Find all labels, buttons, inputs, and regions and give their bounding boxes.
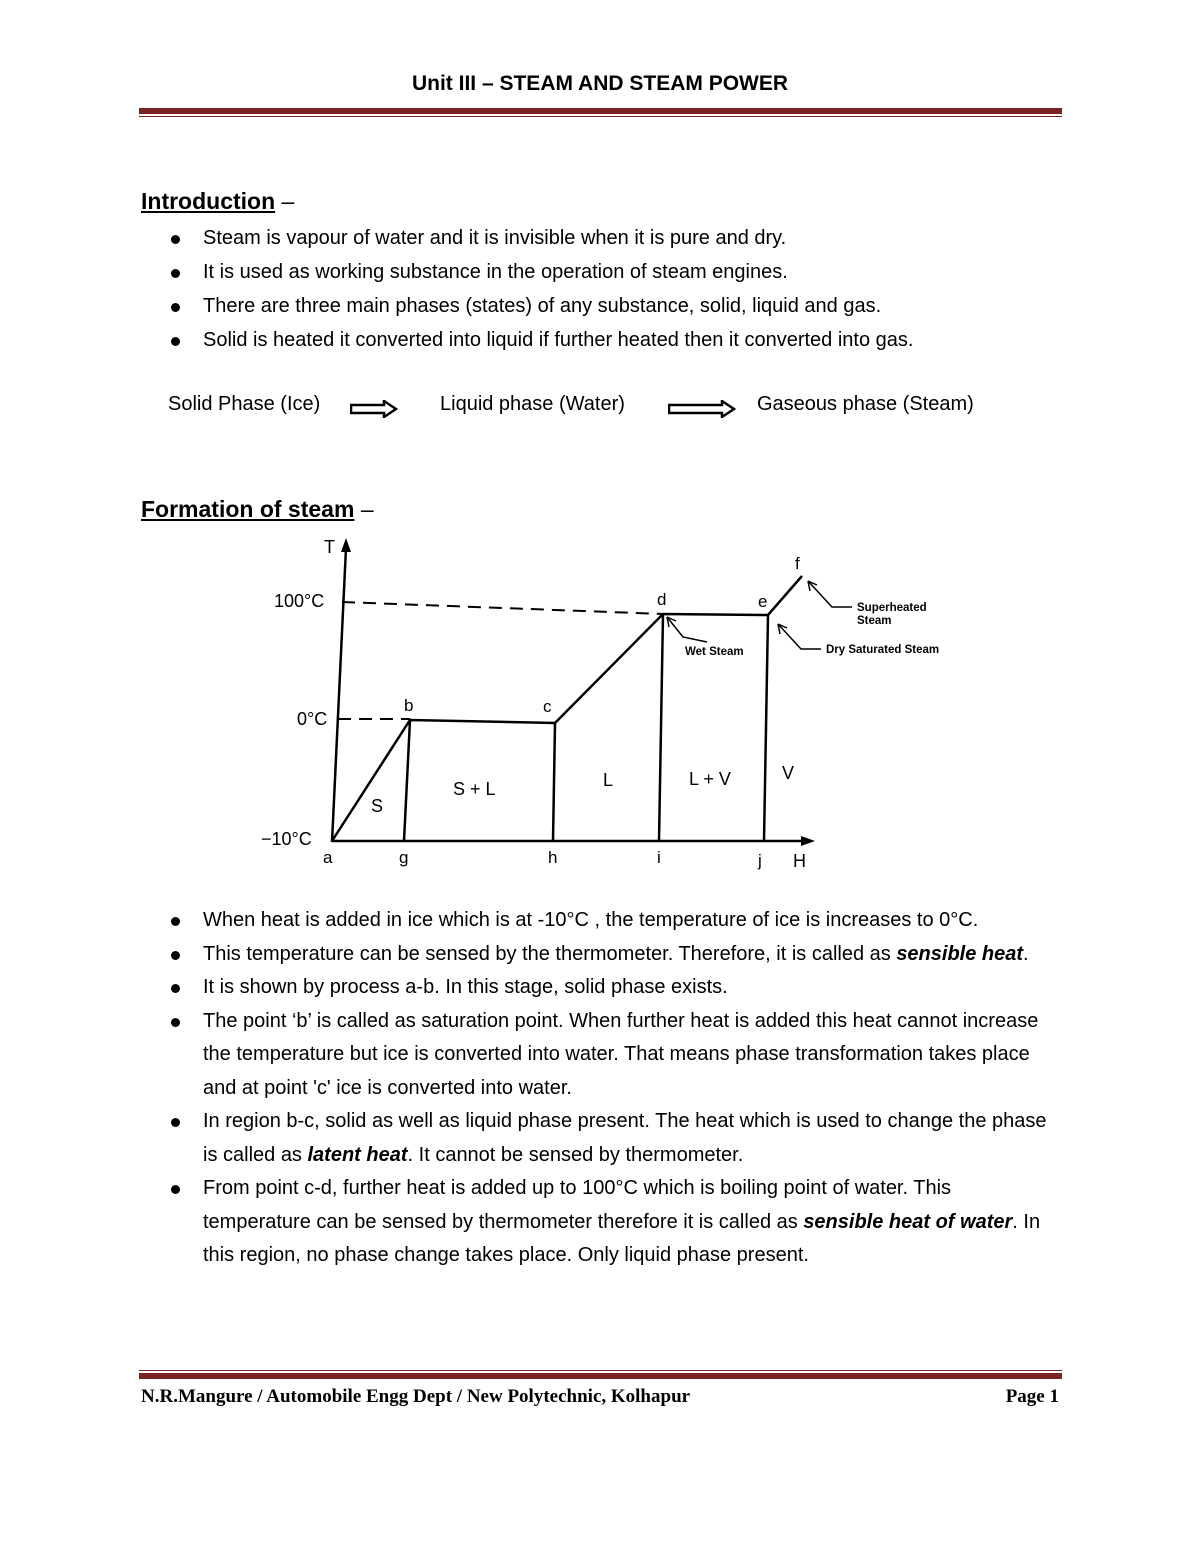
- page-number: Page 1: [1005, 1386, 1059, 1407]
- point-e: e: [758, 592, 768, 611]
- axis-label-h: H: [793, 851, 806, 871]
- list-item: [170, 1105, 1050, 1172]
- temp-label-minus10: −10°C: [261, 829, 312, 849]
- annotation-superheated-steam: Steam: [857, 615, 892, 627]
- dry-saturated-pointer: [778, 624, 821, 649]
- list-item: Steam is vapour of water and it is invisible when it is pure and dry.: [170, 222, 1050, 256]
- list-item: There are three main phases (states) of any substance, solid, liquid and gas.: [170, 290, 1050, 324]
- formation-list: [170, 904, 1050, 1273]
- annotation-dry-saturated: Dry Saturated Steam: [826, 644, 940, 656]
- list-item: The point ‘b’ is called as saturation point. When further heat is added this heat cannot increase the temperature but ice is converted into water. That means phase transformation takes place and at point 'c' ice is converted into water.: [170, 1005, 1050, 1106]
- axis-label-t: T: [324, 537, 335, 557]
- arrow-right-icon: [350, 400, 398, 418]
- point-j: j: [758, 851, 762, 870]
- point-h: h: [548, 848, 558, 867]
- region-s-plus-l: S + L: [453, 779, 496, 799]
- footer-author: N.R.Mangure / Automobile Engg Dept / New Polytechnic, Kolhapur: [141, 1386, 691, 1407]
- term-sensible-heat: sensible heat: [896, 942, 1024, 965]
- region-v: V: [782, 763, 795, 783]
- superheated-pointer: [808, 581, 852, 607]
- term-latent-heat: latent heat: [307, 1143, 408, 1166]
- footer-rule-thin: [139, 1370, 1062, 1371]
- list-item-text: . It cannot be sensed by thermometer.: [407, 1143, 744, 1166]
- point-i: i: [657, 848, 661, 867]
- page-header-title: Unit III – STEAM AND STEAM POWER: [411, 72, 789, 95]
- term-sensible-heat-of-water: sensible heat of water: [803, 1210, 1013, 1233]
- introduction-list: [170, 222, 1050, 358]
- point-c: c: [543, 697, 552, 716]
- phase-gas: Gaseous phase (Steam): [757, 393, 974, 415]
- list-item: Solid is heated it converted into liquid if further heated then it converted into gas.: [170, 324, 1050, 358]
- region-l-plus-v: L + V: [689, 769, 731, 789]
- vertical-h: [553, 723, 555, 841]
- list-item-text: .: [1023, 942, 1029, 965]
- temp-label-100: 100°C: [274, 591, 325, 611]
- list-item: It is used as working substance in the operation of steam engines.: [170, 256, 1050, 290]
- axis-arrow-icon: [801, 836, 815, 846]
- header-rule-thin: [139, 116, 1062, 117]
- region-s: S: [371, 796, 384, 816]
- temperature-axis: [332, 548, 346, 842]
- vertical-i: [659, 614, 663, 841]
- vertical-g: [404, 720, 410, 841]
- list-item-text: From point c-d, further heat is added up to 100°C which is boiling point of water. This temperature can be sensed by thermometer therefore it is called as: [203, 1177, 952, 1233]
- process-curve: [332, 576, 802, 841]
- vertical-j: [764, 615, 768, 841]
- steam-formation-diagram: [250, 528, 970, 878]
- phase-solid: Solid Phase (Ice): [168, 393, 321, 415]
- header-rule: [139, 108, 1062, 114]
- formation-heading: [141, 496, 374, 523]
- region-l: L: [603, 770, 614, 790]
- footer-rule: [139, 1373, 1062, 1379]
- point-f: f: [795, 554, 800, 573]
- introduction-heading-text: Introduction: [141, 188, 276, 214]
- list-item: [170, 1172, 1050, 1273]
- point-b: b: [404, 696, 414, 715]
- list-item: It is shown by process a-b. In this stage, solid phase exists.: [170, 971, 1050, 1005]
- annotation-superheated: Superheated: [857, 602, 927, 614]
- list-item-text: In region b-c, solid as well as liquid phase present. The heat which is used to change the phase is called as: [203, 1110, 1047, 1166]
- axis-arrow-icon: [341, 538, 351, 552]
- list-item: [170, 938, 1050, 972]
- formation-heading-dash: –: [360, 496, 374, 522]
- list-item-text: This temperature can be sensed by the thermometer. Therefore, it is called as: [203, 942, 897, 965]
- annotation-wet-steam: Wet Steam: [685, 646, 744, 658]
- list-item-text: . In this region, no phase change takes place. Only liquid phase present.: [203, 1210, 1041, 1266]
- arrow-right-icon: [668, 400, 736, 418]
- point-g: g: [399, 848, 409, 867]
- wet-steam-pointer: [667, 617, 707, 642]
- point-d: d: [657, 590, 667, 609]
- line-100c-dashed: [342, 602, 663, 614]
- introduction-heading: [141, 188, 294, 215]
- formation-heading-text: Formation of steam: [141, 496, 355, 522]
- phase-liquid: Liquid phase (Water): [440, 393, 625, 415]
- point-a: a: [323, 848, 333, 867]
- temp-label-0: 0°C: [297, 709, 328, 729]
- list-item: When heat is added in ice which is at -10°C , the temperature of ice is increases to 0°C.: [170, 904, 1050, 938]
- introduction-heading-dash: –: [281, 188, 295, 214]
